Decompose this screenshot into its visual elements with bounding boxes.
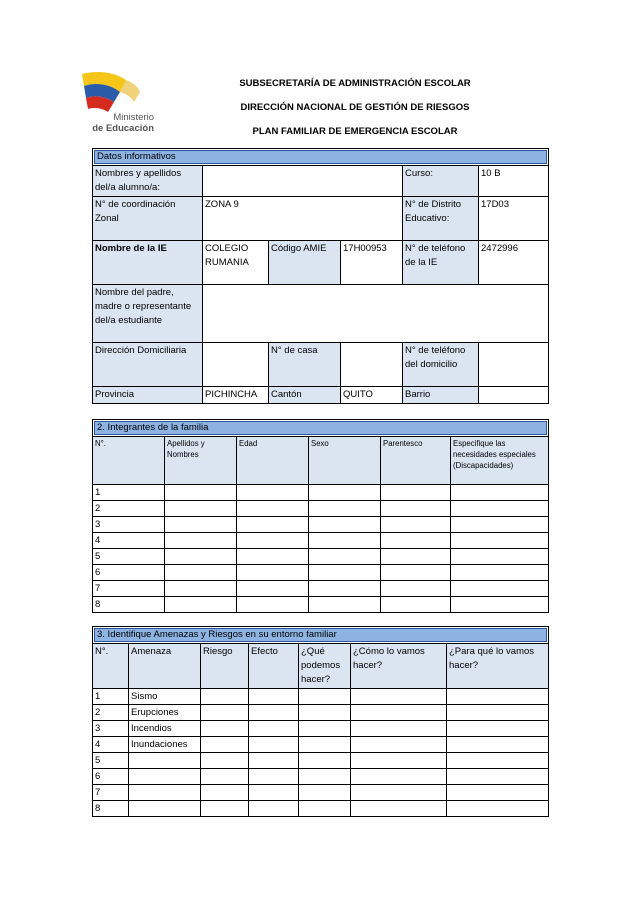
curso-value[interactable]: 10 B (479, 166, 549, 197)
col-header: ¿Para qué lo vamos hacer? (447, 644, 549, 689)
table-cell[interactable] (237, 533, 309, 549)
canton-value[interactable]: QUITO (341, 387, 403, 404)
table-cell[interactable] (201, 721, 249, 737)
table-cell[interactable] (237, 485, 309, 501)
table-cell[interactable] (299, 785, 351, 801)
row-number[interactable]: 3 (93, 517, 165, 533)
table-cell[interactable] (381, 501, 451, 517)
table-cell[interactable] (201, 705, 249, 721)
table-row (93, 533, 549, 549)
table-row (93, 565, 549, 581)
row-number[interactable]: 2 (93, 705, 129, 721)
row-number[interactable]: 7 (93, 581, 165, 597)
table-row (93, 737, 549, 753)
datos-informativos-table (92, 148, 549, 404)
table-cell[interactable] (447, 721, 549, 737)
table-cell[interactable] (351, 785, 447, 801)
row-number[interactable]: 6 (93, 565, 165, 581)
section1-title: Datos informativos (94, 150, 547, 164)
nombres-label: Nombres y apellidos del/a alumno/a: (93, 166, 203, 197)
table-row (93, 549, 549, 565)
amenaza-cell[interactable] (129, 753, 201, 769)
table-cell[interactable] (201, 737, 249, 753)
flag-emblem-icon (68, 70, 154, 114)
table-cell[interactable] (201, 785, 249, 801)
table-row (93, 801, 549, 817)
table-cell[interactable] (381, 485, 451, 501)
table-cell[interactable] (165, 533, 237, 549)
table-cell[interactable] (309, 549, 381, 565)
table-cell[interactable] (165, 485, 237, 501)
col-header: Apellidos y Nombres (165, 437, 237, 485)
nombres-value[interactable] (203, 166, 403, 197)
table-cell[interactable] (447, 785, 549, 801)
table-cell[interactable] (381, 533, 451, 549)
table-cell[interactable] (237, 501, 309, 517)
tel-dom-value[interactable] (479, 343, 549, 387)
table-cell[interactable] (309, 485, 381, 501)
amie-label: Código AMIE (269, 241, 341, 285)
table-cell[interactable] (451, 485, 549, 501)
table-cell[interactable] (165, 501, 237, 517)
amenazas-table (92, 626, 549, 817)
row-number[interactable]: 4 (93, 533, 165, 549)
col-header: Edad (237, 437, 309, 485)
table-cell[interactable] (351, 689, 447, 705)
row-number[interactable]: 2 (93, 501, 165, 517)
table-cell[interactable] (351, 705, 447, 721)
table-cell[interactable] (351, 801, 447, 817)
logo-line2: de Educación (92, 123, 154, 134)
ministry-logo (68, 70, 154, 138)
table-cell[interactable] (201, 689, 249, 705)
section2-title-cell (93, 420, 549, 437)
table-cell[interactable] (165, 517, 237, 533)
row-number[interactable]: 8 (93, 597, 165, 613)
table-cell[interactable] (451, 533, 549, 549)
direccion-label: Dirección Domiciliaria (93, 343, 203, 387)
table-row (93, 689, 549, 705)
col-header: Riesgo (201, 644, 249, 689)
table-cell[interactable] (451, 597, 549, 613)
table-cell[interactable] (249, 801, 299, 817)
table-cell[interactable] (351, 737, 447, 753)
col-header: N°. (93, 644, 129, 689)
table-cell[interactable] (381, 565, 451, 581)
table-cell[interactable] (381, 597, 451, 613)
table-cell[interactable] (237, 597, 309, 613)
barrio-value[interactable] (479, 387, 549, 404)
provincia-label: Provincia (93, 387, 203, 404)
table-cell[interactable] (299, 705, 351, 721)
section1-title-cell (93, 149, 549, 166)
table-cell[interactable] (351, 769, 447, 785)
provincia-value[interactable]: PICHINCHA (203, 387, 269, 404)
row-number[interactable]: 6 (93, 769, 129, 785)
coordinacion-value[interactable]: ZONA 9 (203, 197, 403, 241)
col-header: ¿Qué podemos hacer? (299, 644, 351, 689)
table-cell[interactable] (451, 501, 549, 517)
logo-line1: Ministerio (113, 112, 154, 123)
col-header: Amenaza (129, 644, 201, 689)
table-cell[interactable] (165, 597, 237, 613)
table-row (93, 485, 549, 501)
row-number[interactable]: 8 (93, 801, 129, 817)
table-cell[interactable] (249, 769, 299, 785)
table-cell[interactable] (165, 549, 237, 565)
table-cell[interactable] (351, 721, 447, 737)
table-row (93, 501, 549, 517)
barrio-label: Barrio (403, 387, 479, 404)
row-number[interactable]: 5 (93, 549, 165, 565)
distrito-value[interactable]: 17D03 (479, 197, 549, 241)
table-cell[interactable] (299, 753, 351, 769)
row-number[interactable]: 1 (93, 485, 165, 501)
row-number[interactable]: 5 (93, 753, 129, 769)
table-cell[interactable] (309, 581, 381, 597)
table-cell[interactable] (447, 801, 549, 817)
table-row (93, 785, 549, 801)
col-header: Sexo (309, 437, 381, 485)
tel-ie-label: N° de teléfono de la IE (403, 241, 479, 285)
padre-label: Nombre del padre, madre o representante del/a estudiante (93, 285, 203, 343)
table-cell[interactable] (309, 597, 381, 613)
header-direccion: DIRECCIÓN NACIONAL DE GESTIÓN DE RIESGOS (240, 102, 470, 113)
row-number[interactable]: 1 (93, 689, 129, 705)
table-cell[interactable] (447, 689, 549, 705)
table-row (93, 597, 549, 613)
ie-label: Nombre de la IE (93, 241, 203, 285)
tel-ie-value[interactable]: 2472996 (479, 241, 549, 285)
table-cell[interactable] (201, 801, 249, 817)
amenaza-cell[interactable] (129, 785, 201, 801)
table-row (93, 721, 549, 737)
table-cell[interactable] (165, 581, 237, 597)
table-cell[interactable] (381, 581, 451, 597)
amenaza-cell[interactable]: Erupciones (129, 705, 201, 721)
table-cell[interactable] (201, 753, 249, 769)
table-cell[interactable] (299, 689, 351, 705)
table-cell[interactable] (249, 689, 299, 705)
table-cell[interactable] (451, 517, 549, 533)
row-number[interactable]: 7 (93, 785, 129, 801)
table-row (93, 581, 549, 597)
curso-label: Curso: (403, 166, 479, 197)
table-cell[interactable] (237, 549, 309, 565)
table-cell[interactable] (249, 705, 299, 721)
row-number[interactable]: 3 (93, 721, 129, 737)
table-cell[interactable] (299, 801, 351, 817)
table-cell[interactable] (381, 549, 451, 565)
tel-dom-label: N° de teléfono del domicilio (403, 343, 479, 387)
row-number[interactable]: 4 (93, 737, 129, 753)
amenaza-cell[interactable] (129, 769, 201, 785)
amie-value[interactable]: 17H00953 (341, 241, 403, 285)
padre-value[interactable] (203, 285, 549, 343)
table-cell[interactable] (447, 769, 549, 785)
col-header: N°. (93, 437, 165, 485)
table-cell[interactable] (249, 753, 299, 769)
canton-label: Cantón (269, 387, 341, 404)
table-cell[interactable] (299, 737, 351, 753)
casa-value[interactable] (341, 343, 403, 387)
table-cell[interactable] (249, 785, 299, 801)
section3-title: 3. Identifique Amenazas y Riesgos en su entorno familiar (94, 628, 547, 642)
table-cell[interactable] (451, 581, 549, 597)
table-row (93, 705, 549, 721)
coordinacion-label: N° de coordinación Zonal (93, 197, 203, 241)
table-cell[interactable] (237, 517, 309, 533)
amenaza-cell[interactable]: Incendios (129, 721, 201, 737)
table-cell[interactable] (237, 565, 309, 581)
table-cell[interactable] (447, 705, 549, 721)
table-cell[interactable] (351, 753, 447, 769)
table-cell[interactable] (309, 501, 381, 517)
table-row (93, 769, 549, 785)
table-cell[interactable] (249, 737, 299, 753)
table-cell[interactable] (381, 517, 451, 533)
table-cell[interactable] (309, 517, 381, 533)
ie-value[interactable]: COLEGIO RUMANIA (203, 241, 269, 285)
distrito-label: N° de Distrito Educativo: (403, 197, 479, 241)
section2-title: 2. Integrantes de la familia (94, 421, 547, 435)
table-cell[interactable] (299, 769, 351, 785)
table-row (93, 753, 549, 769)
table-cell[interactable] (447, 753, 549, 769)
table-row (93, 517, 549, 533)
integrantes-table (92, 419, 549, 613)
table-cell[interactable] (249, 721, 299, 737)
section3-title-cell (93, 627, 549, 644)
amenaza-cell[interactable]: Sismo (129, 689, 201, 705)
amenaza-cell[interactable]: Inundaciones (129, 737, 201, 753)
amenaza-cell[interactable] (129, 801, 201, 817)
header-plan-title: PLAN FAMILIAR DE EMERGENCIA ESCOLAR (252, 126, 458, 137)
table-cell[interactable] (237, 581, 309, 597)
col-header: Efecto (249, 644, 299, 689)
table-cell[interactable] (451, 565, 549, 581)
table-cell[interactable] (201, 769, 249, 785)
header-subsecretaria: SUBSECRETARÍA DE ADMINISTRACIÓN ESCOLAR (239, 78, 471, 89)
table-cell[interactable] (299, 721, 351, 737)
direccion-value[interactable] (203, 343, 269, 387)
casa-label: N° de casa (269, 343, 341, 387)
col-header: Especifique las necesidades especiales (Discapacidades) (451, 437, 549, 485)
table-cell[interactable] (309, 565, 381, 581)
col-header: Parentesco (381, 437, 451, 485)
table-cell[interactable] (165, 565, 237, 581)
col-header: ¿Cómo lo vamos hacer? (351, 644, 447, 689)
table-cell[interactable] (309, 533, 381, 549)
table-cell[interactable] (447, 737, 549, 753)
table-cell[interactable] (451, 549, 549, 565)
